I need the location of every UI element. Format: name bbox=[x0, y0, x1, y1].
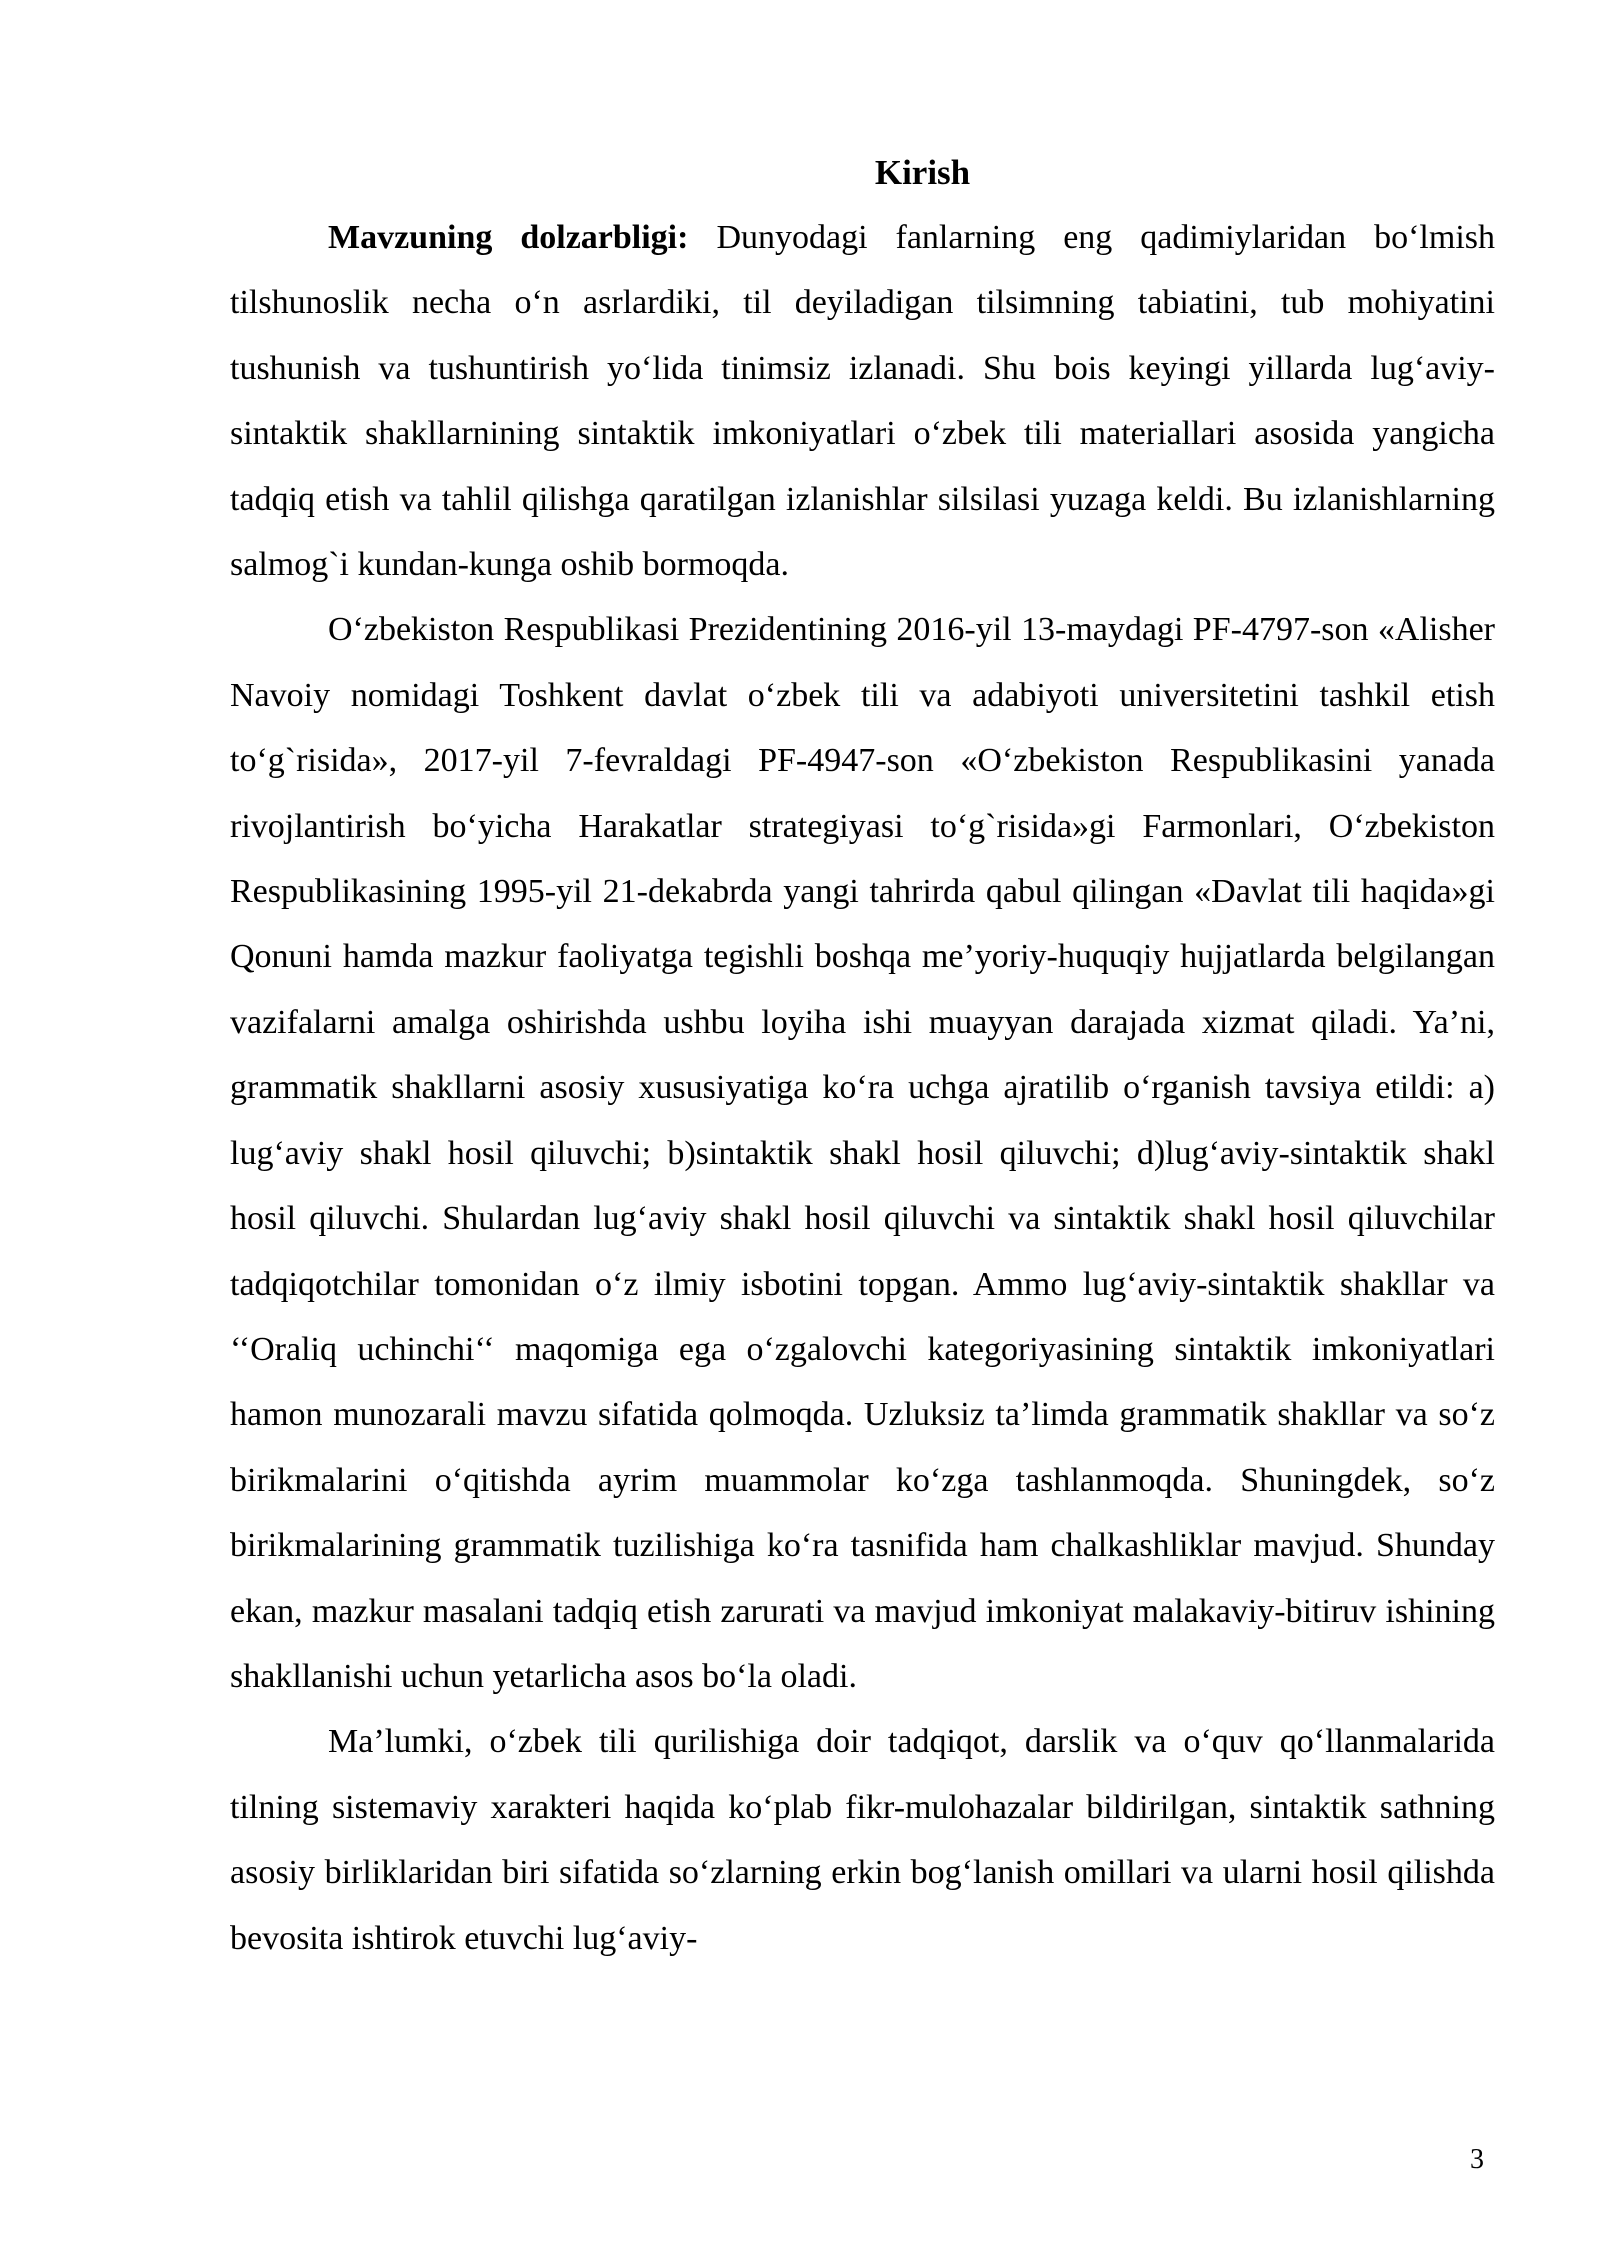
page-number: 3 bbox=[1470, 2144, 1484, 2175]
paragraph-relevance bbox=[230, 205, 1495, 597]
document-page bbox=[230, 150, 1495, 1971]
document-title: Kirish bbox=[874, 153, 971, 192]
relevance-label: Mavzuning dolzarbligi: bbox=[328, 219, 689, 256]
relevance-text: Dunyodagi fanlarning eng qadimiylaridan boʻlmish tilshunoslik necha oʻn asrlardiki, til deyiladigan tilsimning tabiatini, tub mohiyatini tushunish va tushuntirish yoʻlida tinimsiz izlanadi. Shu bois keyingi yillarda lugʻaviy-sintaktik shakllarnining sintaktik imkoniyatlari oʻzbek tili materiallari asosida yangicha tadqiq etish va tahlil qilishga qaratilgan izlanishlar silsilasi yuzaga keldi. Bu izlanishlarning salmog`i kundan-kunga oshib bormoqda. bbox=[230, 219, 1495, 584]
paragraph-known: Ma’lumki, oʻzbek tili qurilishiga doir tadqiqot, darslik va oʻquv qoʻllanmalarida tilning sistemaviy xarakteri haqida koʻplab fikr-mulohazalar bildirilgan, sintaktik sathning asosiy birliklaridan biri sifatida soʻzlarning erkin bogʻlanish omillari va ularni hosil qilishda bevosita ishtirok etuvchi lugʻaviy- bbox=[230, 1723, 1495, 1957]
paragraph-legal-basis: Oʻzbekiston Respublikasi Prezidentining 2016-yil 13-maydagi PF-4797-son «Alisher Navoiy nomidagi Toshkent davlat oʻzbek tili va adabiyoti universitetini tashkil etish toʻg`risida», 2017-yil 7-fevraldagi PF-4947-son «Oʻzbekiston Respublikasini yanada rivojlantirish boʻyicha Harakatlar strategiyasi toʻg`risida»gi Farmonlari, Oʻzbekiston Respublikasining 1995-yil 21-dekabrda yangi tahrirda qabul qilingan «Davlat tili haqida»gi Qonuni hamda mazkur faoliyatga tegishli boshqa me’yoriy-huquqiy hujjatlarda belgilangan vazifalarni amalga oshirishda ushbu loyiha ishi muayyan darajada xizmat qiladi. Ya’ni, grammatik shakllarni asosiy xususiyatiga koʻra uchga ajratilib oʻrganish tavsiya etildi: a) lugʻaviy shakl hosil qiluvchi; b)sintaktik shakl hosil qiluvchi; d)lugʻaviy-sintaktik shakl hosil qiluvchi. Shulardan lugʻaviy shakl hosil qiluvchi va sintaktik shakl hosil qiluvchilar tadqiqotchilar tomonidan oʻz ilmiy isbotini topgan. Ammo lugʻaviy-sintaktik shakllar va ‘‘Oraliq uchinchi‘‘ maqomiga ega oʻzgalovchi kategoriyasining sintaktik imkoniyatlari hamon munozarali mavzu sifatida qolmoqda. Uzluksiz ta’limda grammatik shakllar va soʻz birikmalarini oʻqitishda ayrim muammolar koʻzga tashlanmoqda. Shuningdek, soʻz birikmalarining grammatik tuzilishiga koʻra tasnifida ham chalkashliklar mavjud. Shunday ekan, mazkur masalani tadqiq etish zarurati va mavjud imkoniyat malakaviy-bitiruv ishining shakllanishi uchun yetarlicha asos boʻla oladi. bbox=[230, 611, 1495, 1695]
